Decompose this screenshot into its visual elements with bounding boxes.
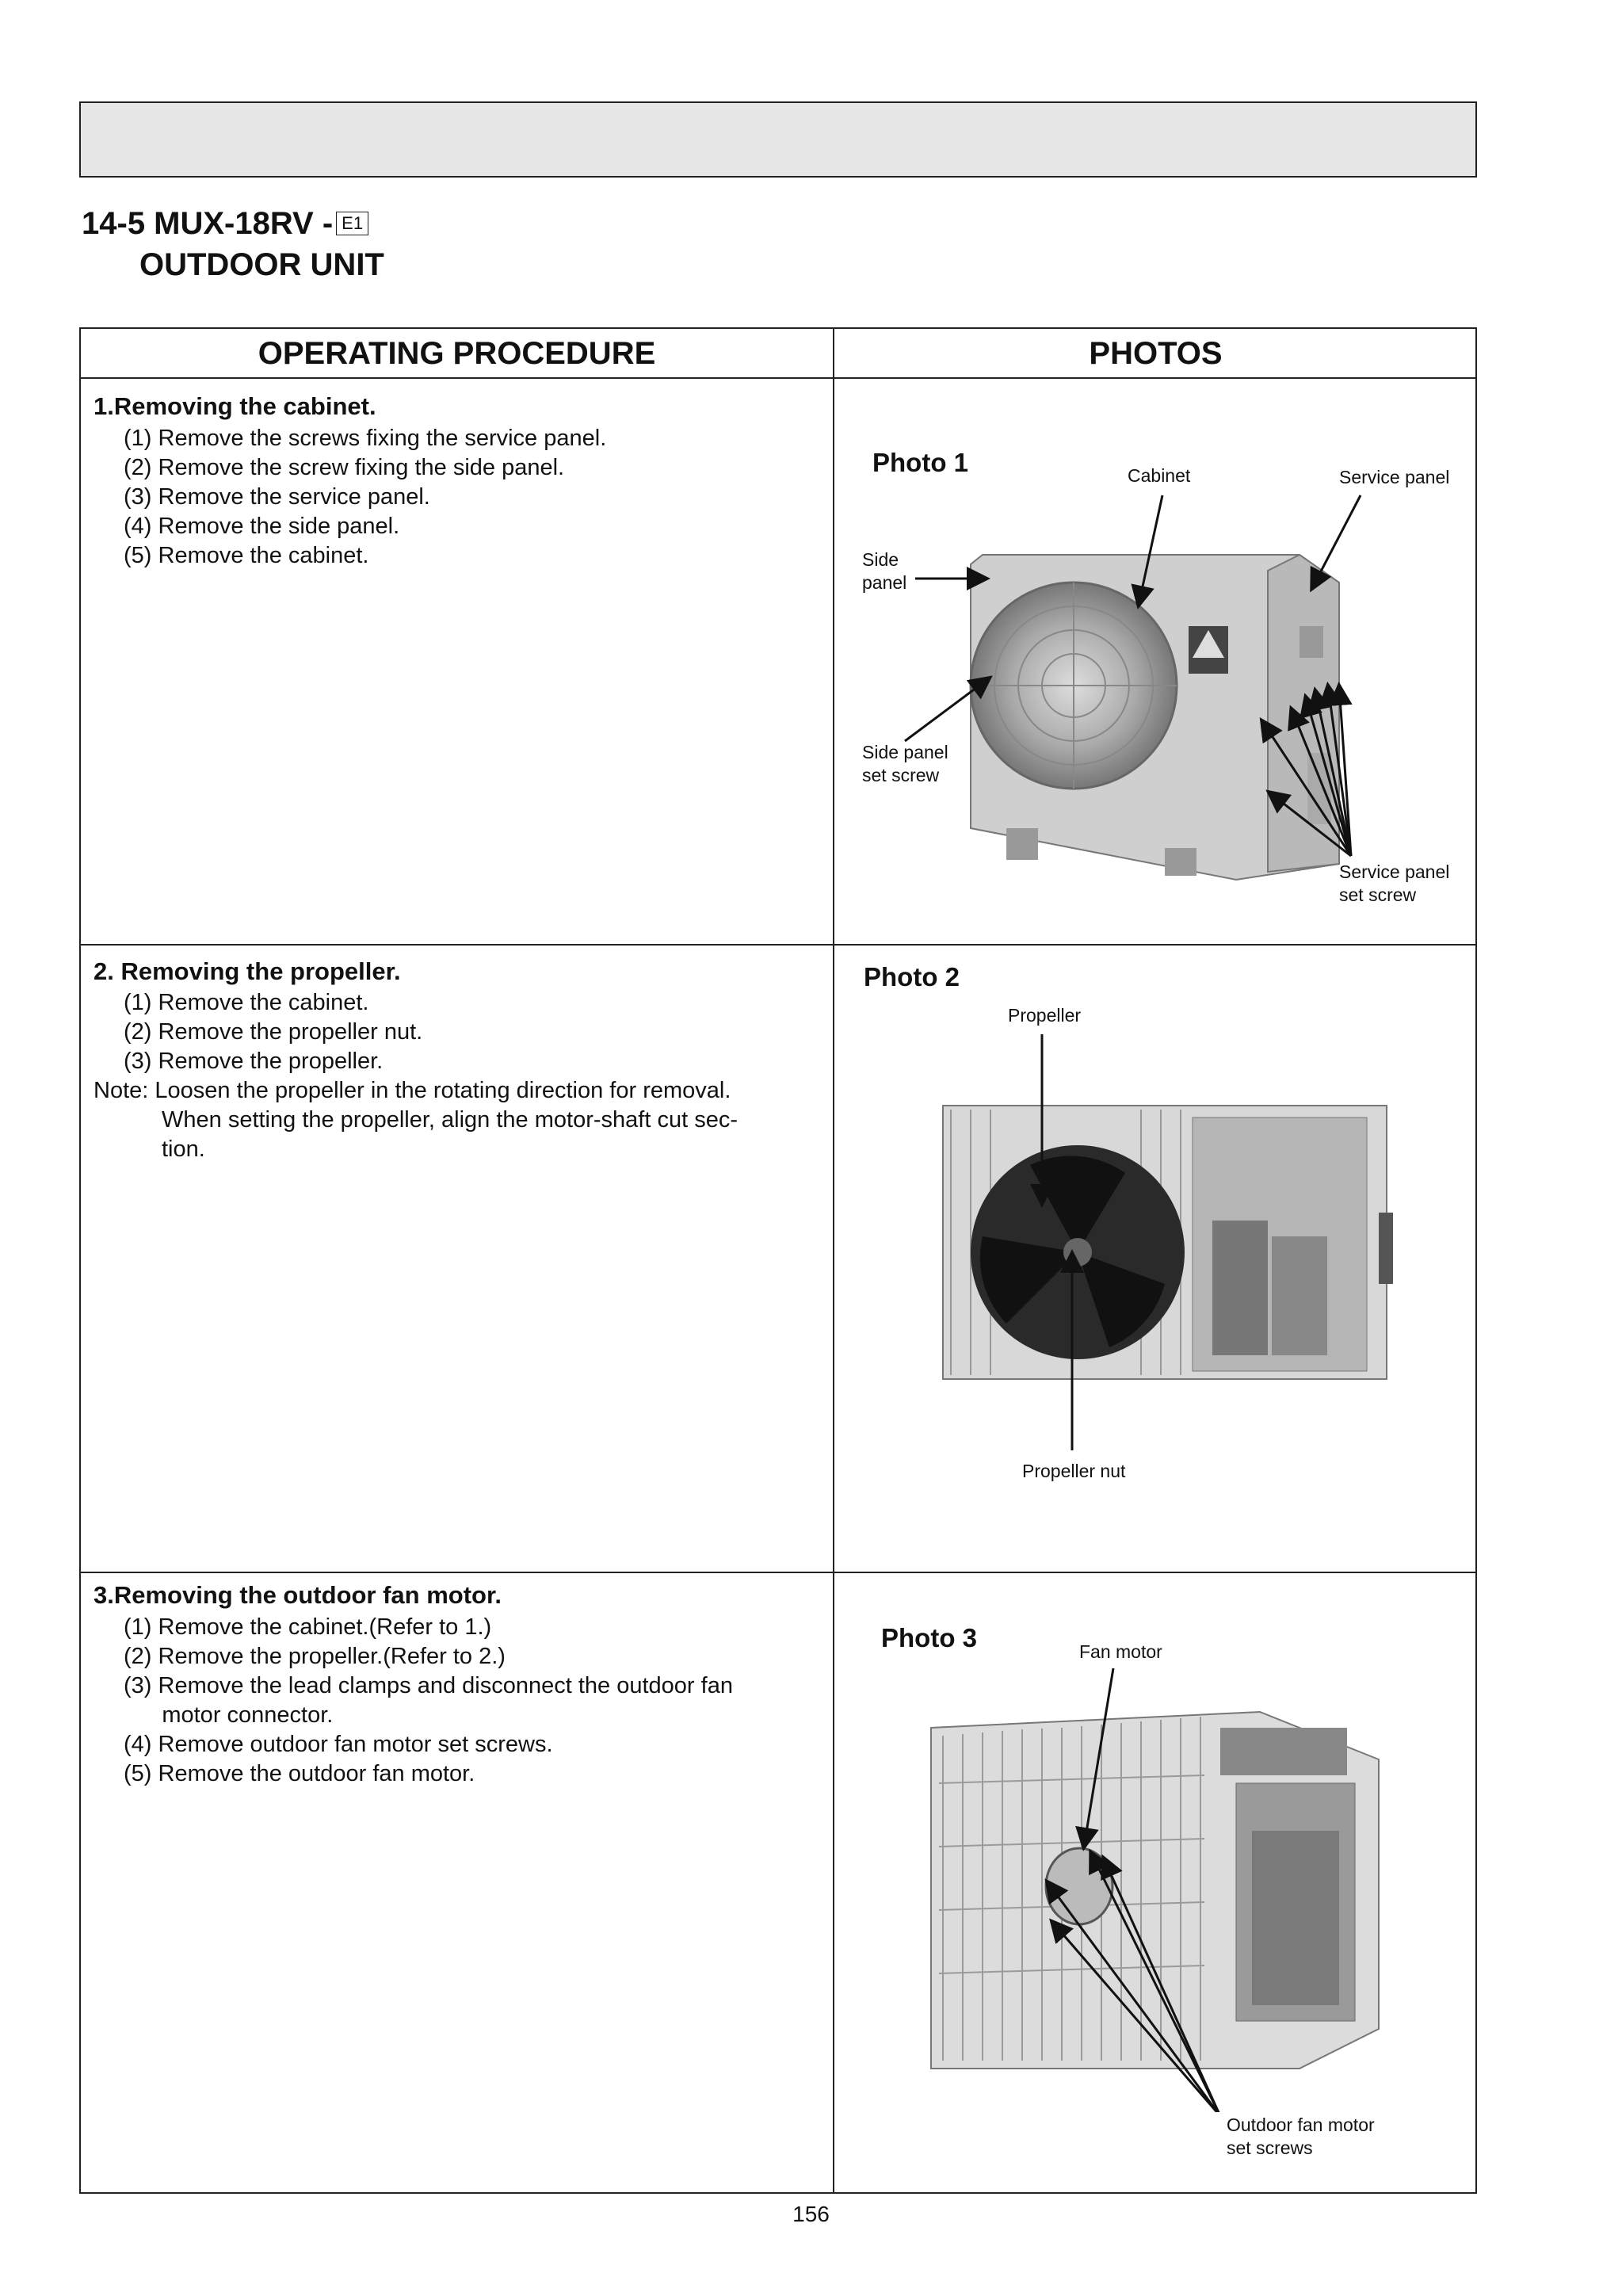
photo-2-unit-with-propeller — [840, 1026, 1474, 1458]
list-item: (3) Remove the service panel. — [124, 484, 430, 510]
table-row-divider-2 — [79, 1572, 1477, 1573]
header-band — [79, 101, 1477, 178]
photo-1-label: Photo 1 — [872, 448, 968, 477]
photo-3-label: Photo 3 — [881, 1623, 977, 1652]
step-3-title: 3.Removing the outdoor fan motor. — [94, 1581, 502, 1609]
callout-line: panel — [862, 572, 907, 593]
list-item: (5) Remove the outdoor fan motor. — [124, 1761, 475, 1786]
callout-line: Side panel — [862, 742, 948, 762]
section-subheading: OUTDOOR UNIT — [139, 247, 384, 282]
callout-fan-motor: Fan motor — [1079, 1641, 1162, 1662]
table-header-divider — [79, 377, 1477, 379]
callout-service-panel: Service panel — [1339, 467, 1450, 487]
list-item: (4) Remove outdoor fan motor set screws. — [124, 1732, 553, 1757]
section-heading — [82, 204, 368, 243]
note-line: Note: Loosen the propeller in the rotating direction for removal. — [94, 1078, 731, 1103]
callout-line: set screw — [1339, 884, 1417, 905]
list-item: motor connector. — [124, 1702, 334, 1728]
section-heading-text: 14-5 MUX-18RV - — [82, 206, 334, 241]
step-1-title: 1.Removing the cabinet. — [94, 392, 376, 420]
photo-1-outdoor-unit — [840, 476, 1474, 919]
photo-2-label: Photo 2 — [864, 962, 960, 991]
callout-propeller-nut: Propeller nut — [1022, 1461, 1126, 1481]
column-header-procedure: OPERATING PROCEDURE — [258, 336, 656, 371]
step-2-list — [124, 988, 422, 1076]
step-2-note — [94, 1076, 738, 1164]
callout-outdoor-fan-motor-set-screws — [1227, 2114, 1375, 2160]
callout-line: set screws — [1227, 2137, 1313, 2158]
table-column-divider — [833, 327, 834, 2194]
list-item: (1) Remove the cabinet.(Refer to 1.) — [124, 1614, 492, 1640]
column-header-photos: PHOTOS — [1089, 336, 1223, 371]
callout-propeller: Propeller — [1008, 1005, 1082, 1026]
list-item: (3) Remove the lead clamps and disconnect the outdoor fan — [124, 1673, 733, 1698]
photo-3-unit-with-fan-motor — [840, 1660, 1474, 2112]
list-item: (1) Remove the cabinet. — [124, 990, 369, 1015]
list-item: (1) Remove the screws fixing the service panel. — [124, 426, 607, 451]
list-item: (4) Remove the side panel. — [124, 514, 400, 539]
callout-line: Service panel — [1339, 861, 1450, 882]
callout-line: Side — [862, 549, 899, 570]
list-item: (3) Remove the propeller. — [124, 1049, 384, 1074]
step-3-list — [124, 1613, 733, 1789]
list-item: (2) Remove the propeller nut. — [124, 1019, 423, 1045]
page-number: 156 — [792, 2202, 830, 2226]
list-item: (5) Remove the cabinet. — [124, 543, 369, 568]
callout-cabinet: Cabinet — [1128, 465, 1191, 486]
callout-line: set screw — [862, 765, 940, 785]
list-item: (2) Remove the propeller.(Refer to 2.) — [124, 1644, 506, 1669]
table-row-divider-1 — [79, 944, 1477, 946]
step-1-list — [124, 424, 606, 571]
model-suffix-badge: E1 — [336, 212, 368, 235]
note-line: When setting the propeller, align the motor-shaft cut sec- — [162, 1107, 738, 1133]
callout-line: Outdoor fan motor — [1227, 2115, 1375, 2135]
list-item: (2) Remove the screw fixing the side panel. — [124, 455, 565, 480]
note-line: tion. — [162, 1137, 205, 1162]
step-2-title: 2. Removing the propeller. — [94, 957, 401, 985]
